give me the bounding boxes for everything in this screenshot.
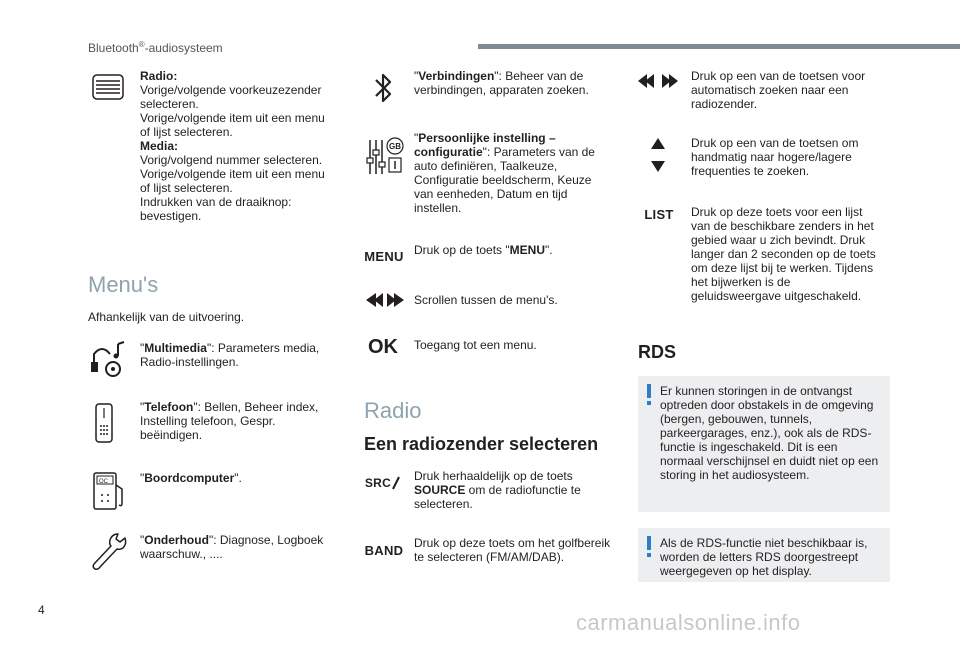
ok-description: Toegang tot een menu.	[414, 338, 537, 352]
seek-description: Druk op een van de toetsen voor automatisch zoeken naar een radiozender.	[691, 69, 866, 111]
band-key-icon: BAND	[364, 543, 404, 558]
info-icon-dot	[647, 553, 651, 557]
registered-mark: ®	[138, 40, 145, 49]
menu-key-text-post: ".	[545, 243, 553, 257]
radio-media-description	[140, 69, 330, 223]
menus-heading: Menu's	[88, 272, 159, 297]
menu-multimedia-desc: ": Parameters media, Radio-instellingen.	[140, 341, 320, 369]
trip-computer-icon	[92, 471, 126, 513]
header-title-text: Bluetooth	[88, 41, 139, 55]
scroll-menus-description: Scrollen tussen de menu's.	[414, 293, 558, 307]
list-description: Druk op deze toets voor een lijst van de beschikbare zenders in het gebied waar u zich bevindt. Druk langer dan 2 seconden op de toets om deze lijst bij te werken. Tijdens het bijwerken is de geluidsweergave uitgeschakeld.	[691, 205, 876, 303]
band-description: Druk op deze toets om het golfbereik te selecteren (FM/AM/DAB).	[414, 536, 611, 564]
personal-settings-desc: ": Parameters van de auto definiëren, Taalkeuze, Configuratie beeldscherm, Keuze van eenheden, Datum en tijd instellen.	[414, 145, 595, 215]
connections-desc: ": Beheer van de verbindingen, apparaten zoeken.	[414, 69, 589, 97]
watermark: carmanualsonline.info	[576, 610, 801, 635]
rds-unavailable-note	[638, 528, 890, 582]
menu-item-telefoon: "Telefoon": Bellen, Beheer index, Instelling telefoon, Gespr. beëindigen.	[140, 400, 319, 442]
rds-interference-note	[638, 376, 890, 512]
connections-description: "Verbindingen": Beheer van de verbindingen, apparaten zoeken.	[414, 69, 589, 97]
menu-item-boordcomputer: "Boordcomputer".	[140, 471, 242, 485]
menu-onderhoud-desc: ": Diagnose, Logboek waarschuw., ....	[140, 533, 324, 561]
menu-key-icon: MENU	[364, 249, 404, 264]
rds-note-2-text: Als de RDS-functie niet beschikbaar is, worden de letters RDS doorgestreept weergegeven op het display.	[660, 536, 868, 578]
header-rule	[478, 44, 960, 49]
ok-key-icon: OK	[368, 336, 398, 358]
src-text-pre: Druk herhaaldelijk op de toets	[414, 469, 573, 483]
src-bold: SOURCE	[414, 483, 466, 497]
menu-key-bold: MENU	[509, 243, 545, 257]
menus-intro: Afhankelijk van de uitvoering.	[88, 310, 245, 324]
radio-label: Radio:	[140, 69, 178, 83]
radio-line-2: Vorige/volgende item uit een menu of lijst selecteren.	[140, 111, 325, 139]
header-title-rest: -audiosysteem	[144, 41, 223, 55]
media-line-1: Vorig/volgend nummer selecteren.	[140, 153, 323, 167]
media-label: Media:	[140, 139, 179, 153]
page-number: 4	[38, 603, 45, 617]
menu-item-multimedia: "Multimedia": Parameters media, Radio-instellingen.	[140, 341, 320, 369]
radio-line-1: Vorige/volgende voorkeuzezender selecteren.	[140, 83, 322, 111]
info-icon-dot	[647, 401, 651, 405]
menu-telefoon-label: Telefoon	[144, 400, 194, 414]
list-key-icon: LIST	[644, 207, 674, 222]
manual-tune-description: Druk op een van de toetsen om handmatig naar hogere/lagere frequenties te zoeken.	[691, 136, 859, 178]
rds-note-1-text: Er kunnen storingen in de ontvangst optreden door obstakels in de omgeving (bergen, gebouwen, tunnels, parkeergarages, enz.), ook als de RDS-functie is ingeschakeld. Dit is een normaal verschijnsel en duidt niet op een storing in het audiosysteem.	[660, 384, 879, 482]
menu-boordcomputer-desc: ".	[234, 471, 242, 485]
rds-heading: RDS	[638, 342, 677, 362]
seek-arrows-icon	[638, 74, 678, 88]
scroll-wheel-icon	[90, 72, 126, 102]
personal-settings-description: "Persoonlijke instelling – configuratie": Parameters van de auto definiëren, Taalkeuze, Configuratie beeldscherm, Keuze van eenheden, Datum en tijd instellen.	[414, 131, 595, 215]
multimedia-icon	[88, 338, 128, 378]
menu-telefoon-desc: ": Bellen, Beheer index, Instelling telefoon, Gespr. beëindigen.	[140, 400, 319, 442]
menu-onderhoud-label: Onderhoud	[144, 533, 209, 547]
phone-icon	[90, 402, 118, 444]
left-right-arrows-icon	[366, 292, 404, 308]
menu-boordcomputer-label: Boordcomputer	[144, 471, 235, 485]
menu-item-onderhoud: "Onderhoud": Diagnose, Logboek waarschuw., ....	[140, 533, 324, 561]
src-text-post: om de radiofunctie te selecteren.	[414, 483, 581, 511]
wrench-icon	[88, 530, 128, 572]
up-down-arrows-icon	[650, 138, 666, 172]
src-description	[414, 469, 604, 511]
info-icon-bar	[647, 536, 651, 550]
running-header	[88, 38, 223, 55]
media-line-3: Indrukken van de draaiknop: bevestigen.	[140, 195, 292, 223]
menu-multimedia-label: Multimedia	[144, 341, 207, 355]
src-key-label: SRC	[364, 476, 392, 490]
menu-key-description	[414, 243, 604, 257]
svg-text:OC: OC	[99, 479, 108, 485]
connections-label: Verbindingen	[418, 69, 495, 83]
menu-key-text-pre: Druk op de toets "	[414, 243, 510, 257]
select-station-heading: Een radiozender selecteren	[364, 434, 599, 454]
svg-text:GB: GB	[389, 142, 401, 151]
radio-heading: Radio	[364, 398, 422, 423]
media-line-2: Vorige/volgende item uit een menu of lijst selecteren.	[140, 167, 325, 195]
bluetooth-icon	[372, 70, 396, 106]
info-icon-bar	[647, 384, 651, 398]
personal-settings-label: Persoonlijke instelling – configuratie	[414, 131, 556, 159]
settings-sliders-icon	[364, 136, 406, 178]
src-key-icon	[362, 474, 404, 492]
